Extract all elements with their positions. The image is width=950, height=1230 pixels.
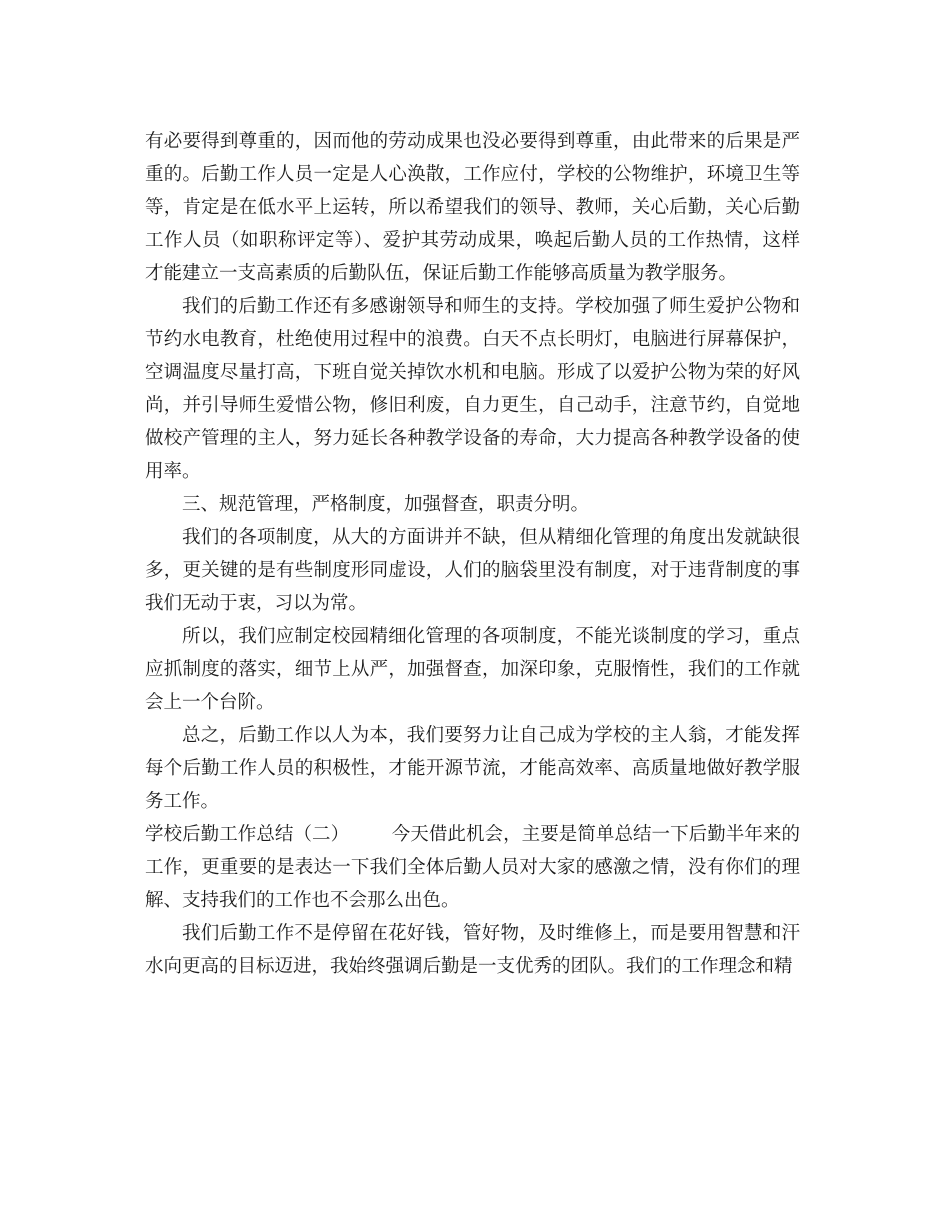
paragraph-6 xyxy=(145,719,800,818)
section-heading-3 xyxy=(145,488,800,521)
document-subtitle: 学校后勤工作总结（二） xyxy=(145,824,350,845)
paragraph-1 xyxy=(145,125,800,290)
paragraph-7 xyxy=(145,818,800,917)
paragraph-2-text: 我们的后勤工作还有多感谢领导和师生的支持。学校加强了师生爱护公物和节约水电教育，杜绝使用过程中的浪费。白天不点长明灯，电脑进行屏幕保护，空调温度尽量打高，下班自觉关掉饮水机和电脑。形成了以爱护公物为荣的好风尚，并引导师生爱惜公物，修旧利废，自力更生，自己动手，注意节约，自觉地做校产管理的主人，努力延长各种教学设备的寿命，大力提高各种教学设备的使用率。 xyxy=(145,296,800,482)
paragraph-2 xyxy=(145,290,800,488)
paragraph-5-text: 所以，我们应制定校园精细化管理的各项制度，不能光谈制度的学习，重点应抓制度的落实，细节上从严，加强督查，加深印象，克服惰性，我们的工作就会上一个台阶。 xyxy=(145,626,800,713)
paragraph-4-text: 我们的各项制度，从大的方面讲并不缺，但从精细化管理的角度出发就缺很多，更关键的是有些制度形同虚设，人们的脑袋里没有制度，对于违背制度的事我们无动于衷，习以为常。 xyxy=(145,527,800,614)
paragraph-1-text: 有必要得到尊重的，因而他的劳动成果也没必要得到尊重，由此带来的后果是严重的。后勤工作人员一定是人心涣散，工作应付，学校的公物维护，环境卫生等等，肯定是在低水平上运转，所以希望我们的领导、教师，关心后勤，关心后勤工作人员（如职称评定等）、爱护其劳动成果，唤起后勤人员的工作热情，这样才能建立一支高素质的后勤队伍，保证后勤工作能够高质量为教学服务。 xyxy=(145,131,800,284)
paragraph-6-text: 总之，后勤工作以人为本，我们要努力让自己成为学校的主人翁，才能发挥每个后勤工作人员的积极性，才能开源节流，才能高效率、高质量地做好教学服务工作。 xyxy=(145,725,800,812)
paragraph-5 xyxy=(145,620,800,719)
paragraph-8-text: 我们后勤工作不是停留在花好钱，管好物，及时维修上，而是要用智慧和汗水向更高的目标迈进，我始终强调后勤是一支优秀的团队。我们的工作理念和精 xyxy=(145,923,800,977)
section-heading-3-text: 三、规范管理，严格制度，加强督查，职责分明。 xyxy=(182,494,590,515)
document-body xyxy=(145,125,800,983)
paragraph-7-text: 今天借此机会，主要是简单总结一下后勤半年来的工作，更重要的是表达一下我们全体后勤人员对大家的感激之情，没有你们的理解、支持我们的工作也不会那么出色。 xyxy=(145,824,800,911)
paragraph-4 xyxy=(145,521,800,620)
paragraph-8 xyxy=(145,917,800,983)
